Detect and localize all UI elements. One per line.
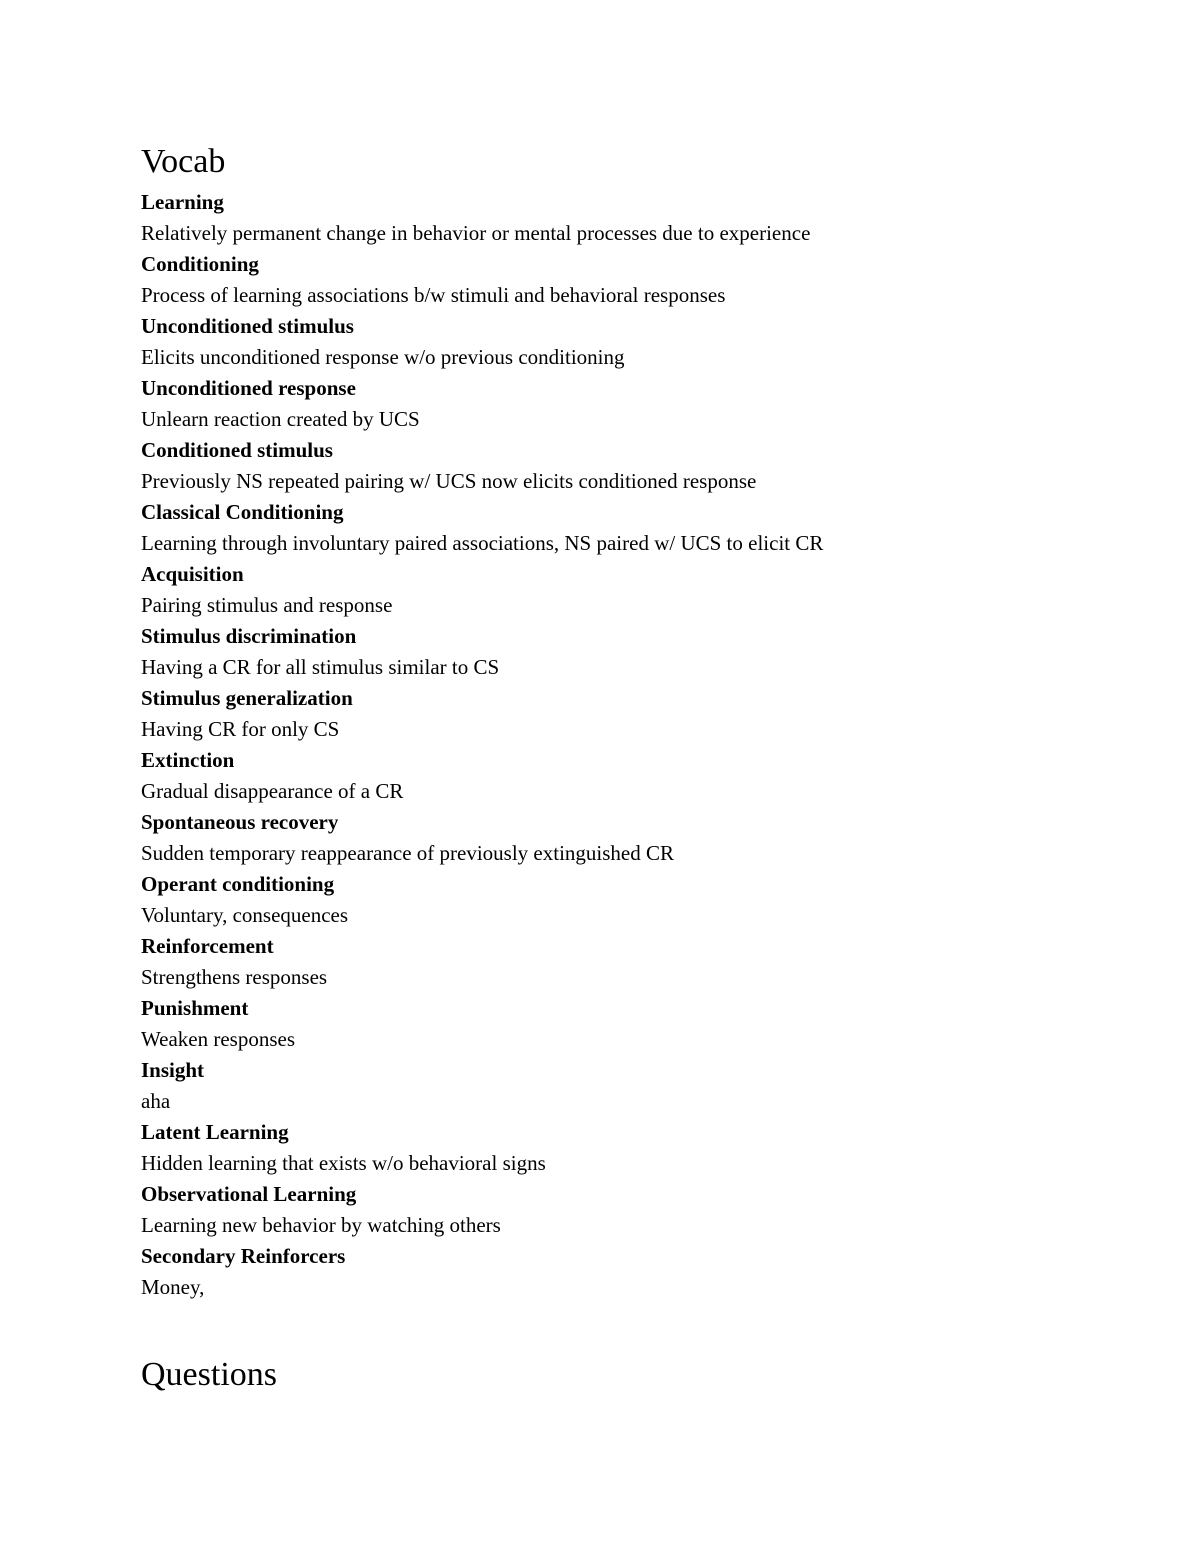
vocab-term: Spontaneous recovery (141, 810, 339, 834)
vocab-entry (141, 1117, 1141, 1179)
vocab-term: Stimulus discrimination (141, 624, 357, 648)
vocab-entry (141, 559, 1141, 621)
vocab-entry (141, 1241, 1141, 1303)
vocab-entry (141, 993, 1141, 1055)
vocab-entry (141, 869, 1141, 931)
vocab-term: Extinction (141, 748, 235, 772)
vocab-definition: Voluntary, consequences (141, 903, 349, 927)
vocab-definition: Relatively permanent change in behavior or mental processes due to experience (141, 221, 811, 245)
vocab-term: Unconditioned response (141, 376, 356, 400)
vocab-term: Unconditioned stimulus (141, 314, 354, 338)
vocab-entry (141, 1055, 1141, 1117)
vocab-definition: Learning through involuntary paired associations, NS paired w/ UCS to elicit CR (141, 531, 824, 555)
vocab-definition: Learning new behavior by watching others (141, 1213, 501, 1237)
vocab-term: Punishment (141, 996, 249, 1020)
vocab-definition: Strengthens responses (141, 965, 328, 989)
vocab-entry (141, 621, 1141, 683)
vocab-definition: Elicits unconditioned response w/o previous conditioning (141, 345, 625, 369)
vocab-heading: Vocab (141, 143, 226, 180)
vocab-term: Latent Learning (141, 1120, 289, 1144)
vocab-definition: Having CR for only CS (141, 717, 340, 741)
vocab-term: Learning (141, 190, 224, 214)
vocab-entry (141, 187, 1141, 249)
vocab-definition: Money, (141, 1275, 205, 1299)
vocab-entry (141, 249, 1141, 311)
vocab-term: Secondary Reinforcers (141, 1244, 346, 1268)
vocab-term: Conditioning (141, 252, 259, 276)
vocab-definition: Having a CR for all stimulus similar to CS (141, 655, 500, 679)
vocab-term: Reinforcement (141, 934, 274, 958)
vocab-list (141, 187, 1141, 1303)
vocab-term: Operant conditioning (141, 872, 335, 896)
questions-heading: Questions (141, 1356, 277, 1393)
vocab-definition: Unlearn reaction created by UCS (141, 407, 420, 431)
vocab-entry (141, 807, 1141, 869)
vocab-entry (141, 497, 1141, 559)
vocab-entry (141, 435, 1141, 497)
vocab-definition: aha (141, 1089, 171, 1113)
vocab-definition: Sudden temporary reappearance of previously extinguished CR (141, 841, 675, 865)
vocab-definition: Process of learning associations b/w stimuli and behavioral responses (141, 283, 726, 307)
vocab-entry (141, 311, 1141, 373)
vocab-definition: Previously NS repeated pairing w/ UCS now elicits conditioned response (141, 469, 757, 493)
vocab-entry (141, 373, 1141, 435)
vocab-definition: Weaken responses (141, 1027, 296, 1051)
vocab-definition: Pairing stimulus and response (141, 593, 393, 617)
vocab-term: Acquisition (141, 562, 244, 586)
vocab-term: Stimulus generalization (141, 686, 353, 710)
vocab-definition: Hidden learning that exists w/o behavioral signs (141, 1151, 546, 1175)
vocab-entry (141, 931, 1141, 993)
vocab-entry (141, 1179, 1141, 1241)
vocab-term: Conditioned stimulus (141, 438, 333, 462)
vocab-definition: Gradual disappearance of a CR (141, 779, 404, 803)
vocab-entry (141, 745, 1141, 807)
vocab-term: Insight (141, 1058, 205, 1082)
vocab-term: Classical Conditioning (141, 500, 344, 524)
vocab-term: Observational Learning (141, 1182, 357, 1206)
vocab-entry (141, 683, 1141, 745)
